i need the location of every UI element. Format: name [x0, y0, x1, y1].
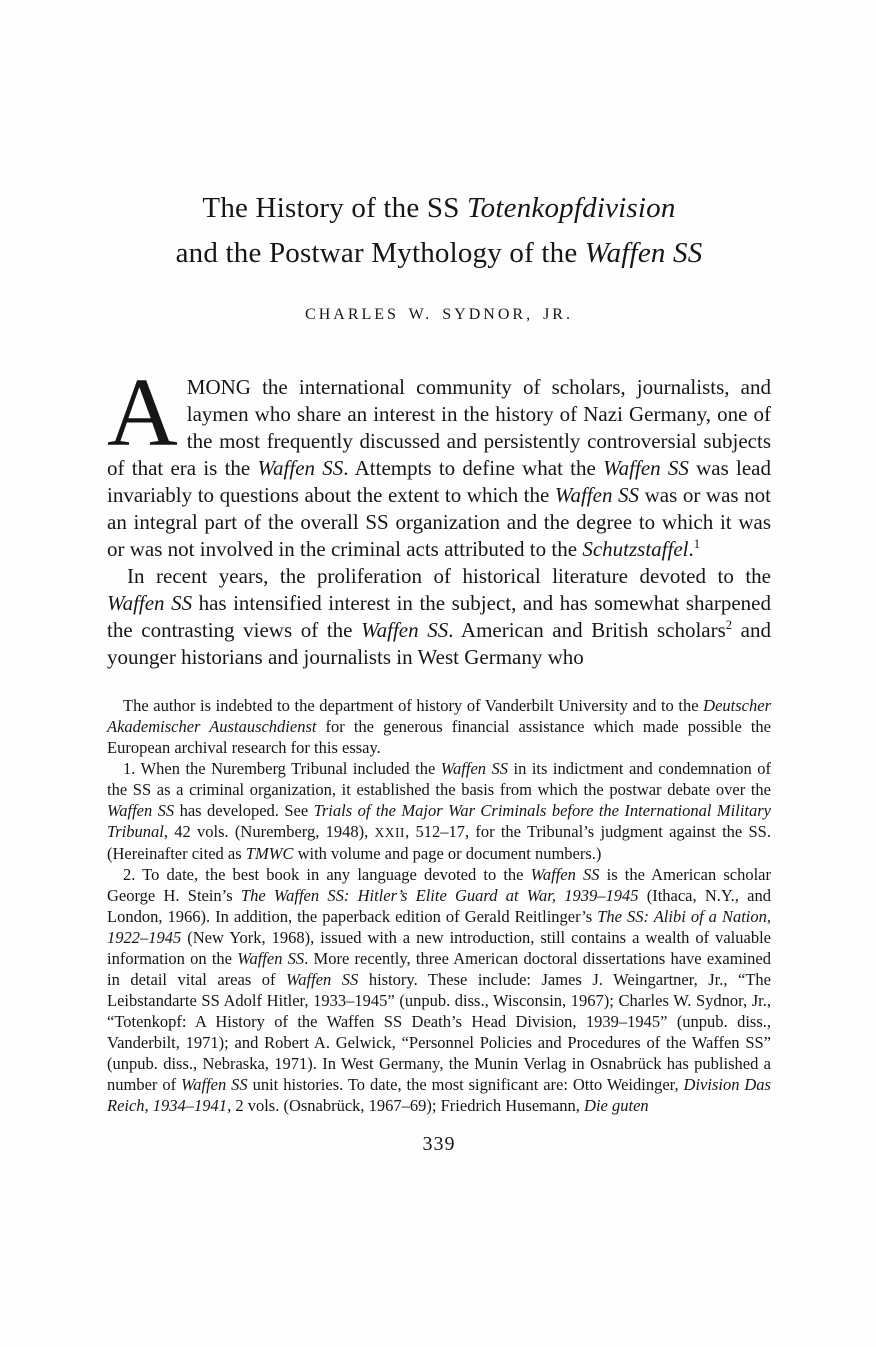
footnote-1-text: 1. When the Nuremberg Tribunal included the Waffen SS in its indictment and condemnation of the SS as a criminal organization, it established the basis from which the postwar debate over the Waffen SS has developed. See Trials of the Major War Criminals before the International Military Tribunal, 42 vols. (Nuremberg, 1948), XXII, 512–17, for the Tribunal’s judgment against the SS. (Hereinafter cited as TMWC with volume and page or document numbers.)	[107, 759, 771, 863]
footnotes-block	[107, 695, 771, 1116]
article-title-line-2: and the Postwar Mythology of the Waffen SS	[175, 237, 703, 269]
page-number: 339	[422, 1133, 456, 1155]
footnote-2-text: 2. To date, the best book in any language devoted to the Waffen SS is the American scholar George H. Stein’s The Waffen SS: Hitler’s Elite Guard at War, 1939–1945 (Ithaca, N.Y., and London, 1966). In addition, the paperback edition of Gerald Reitlinger’s The SS: Alibi of a Nation, 1922–1945 (New York, 1968), issued with a new introduction, still contains a wealth of valuable information on the Waffen SS. More recently, three American doctoral dissertations have examined in detail vital areas of Waffen SS history. These include: James J. Weingartner, Jr., “The Leibstandarte SS Adolf Hitler, 1933–1945” (unpub. diss., Wisconsin, 1967); Charles W. Sydnor, Jr., “Totenkopf: A History of the Waffen SS Death’s Head Division, 1939–1945” (unpub. diss., Vanderbilt, 1971); and Robert A. Gelwick, “Personnel Policies and Procedures of the Waffen SS” (unpub. diss., Nebraska, 1971). In West Germany, the Munin Verlag in Osnabrück has published a number of Waffen SS unit histories. To date, the most significant are: Otto Weidinger, Division Das Reich, 1934–1941, 2 vols. (Osnabrück, 1967–69); Friedrich Husemann, Die guten	[107, 865, 771, 1115]
footnote-acknowledgment	[107, 695, 771, 758]
footnote-2	[107, 864, 771, 1116]
article-body	[107, 359, 772, 671]
footnote-acknowledgment-text: The author is indebted to the department of history of Vanderbilt University and to the Deutscher Akademischer Austauschdienst for the generous financial assistance which made possible the European archival research for this essay.	[107, 696, 771, 757]
body-paragraph-1	[107, 359, 772, 563]
article-title-line-1: The History of the SS Totenkopfdivision	[202, 192, 676, 224]
body-paragraph-2	[107, 563, 771, 671]
body-paragraph-2-text: In recent years, the proliferation of historical literature devoted to the Waffen SS has intensified interest in the subject, and has somewhat sharpened the contrasting views of the Waffen SS. American and British scholars$^2$ and younger historians and journalists in West Germany who	[107, 564, 771, 669]
body-paragraph-1-text: MONG the international community of scholars, journalists, and laymen who share an interest in the history of Nazi Germany, one of the most frequently discussed and persistently controversial subjects of that era is the Waffen SS. Attempts to define what the Waffen SS was lead invariably to questions about the extent to which the Waffen SS was or was not an integral part of the overall SS organization and the degree to which it was or was not involved in the criminal acts attributed to the Schutzstaffel.$^1$	[107, 375, 772, 561]
article-title	[107, 186, 771, 276]
footnote-1	[107, 758, 771, 864]
page-content-column	[107, 0, 771, 1156]
dropcap-letter: A	[107, 359, 178, 467]
author-byline: CHARLES W. SYDNOR, JR.	[305, 306, 573, 323]
